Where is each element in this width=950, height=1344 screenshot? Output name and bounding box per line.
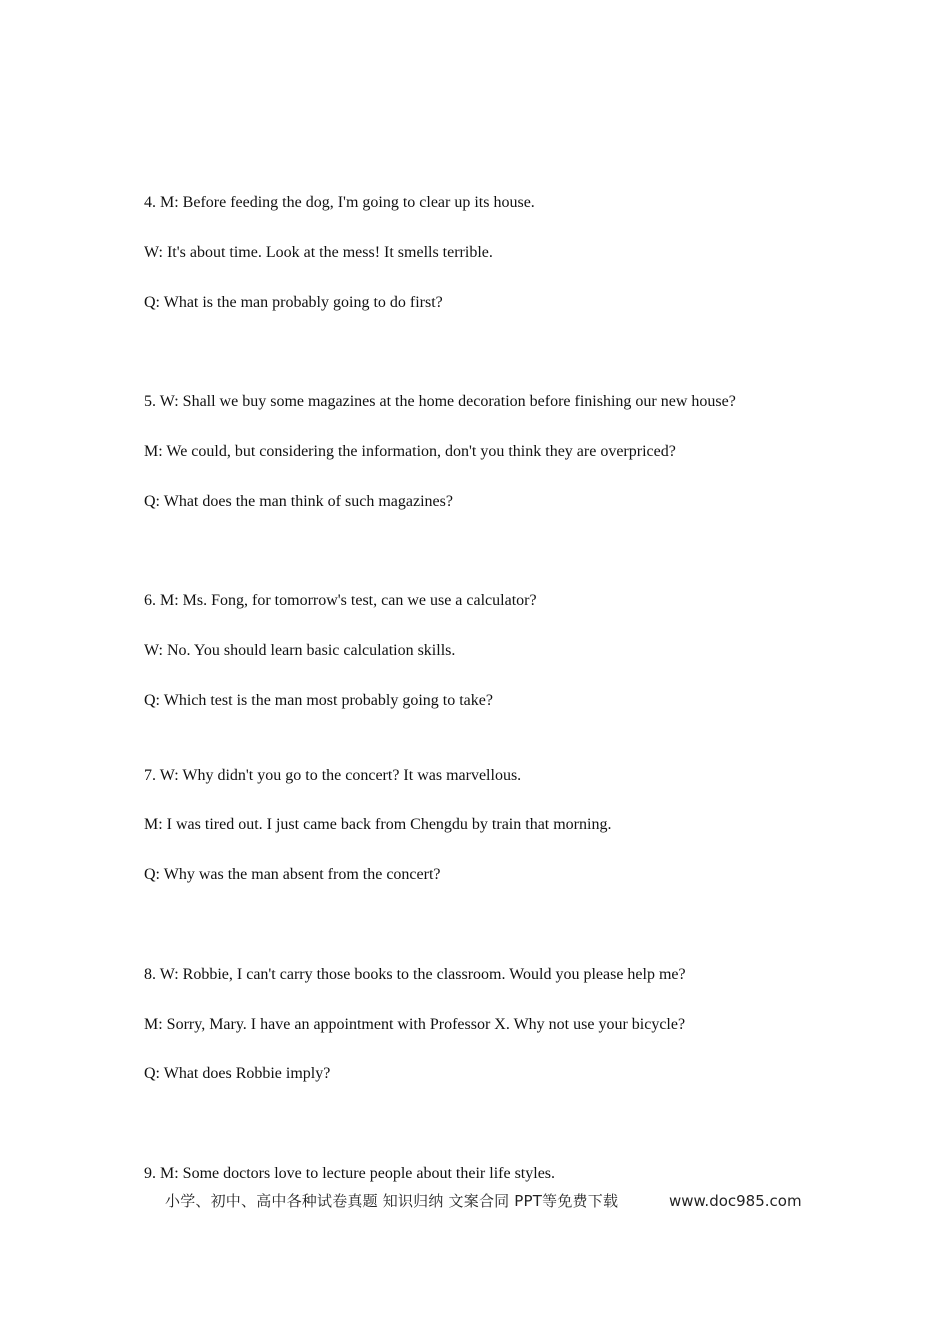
dialogue-5-line-1: 5. W: Shall we buy some magazines at the home decoration before finishing our new house? (144, 393, 736, 410)
dialogue-8-line-2: M: Sorry, Mary. I have an appointment with Professor X. Why not use your bicycle? (144, 1016, 686, 1033)
dialogue-7-question: Q: Why was the man absent from the concert? (144, 866, 441, 883)
dialogue-7-line-2: M: I was tired out. I just came back from Chengdu by train that morning. (144, 816, 612, 833)
dialogue-6-line-1: 6. M: Ms. Fong, for tomorrow's test, can we use a calculator? (144, 592, 537, 609)
dialogue-4-line-2: W: It's about time. Look at the mess! It smells terrible. (144, 244, 493, 261)
footer-text: 小学、初中、高中各种试卷真题 知识归纳 文案合同 PPT等免费下载 (165, 1192, 619, 1210)
dialogue-8-question: Q: What does Robbie imply? (144, 1065, 331, 1082)
dialogue-6-line-2: W: No. You should learn basic calculation skills. (144, 642, 456, 659)
dialogue-9-line-1: 9. M: Some doctors love to lecture people about their life styles. (144, 1165, 556, 1182)
footer-url[interactable]: www.doc985.com (669, 1192, 802, 1210)
dialogue-6-question: Q: Which test is the man most probably going to take? (144, 692, 493, 709)
dialogue-5-line-2: M: We could, but considering the information, don't you think they are overpriced? (144, 443, 676, 460)
dialogue-7-line-1: 7. W: Why didn't you go to the concert? It was marvellous. (144, 767, 522, 784)
dialogue-5-question: Q: What does the man think of such magazines? (144, 493, 453, 510)
dialogue-8-line-1: 8. W: Robbie, I can't carry those books to the classroom. Would you please help me? (144, 966, 686, 983)
dialogue-4-line-1: 4. M: Before feeding the dog, I'm going to clear up its house. (144, 194, 535, 211)
dialogue-4-question: Q: What is the man probably going to do first? (144, 294, 443, 311)
